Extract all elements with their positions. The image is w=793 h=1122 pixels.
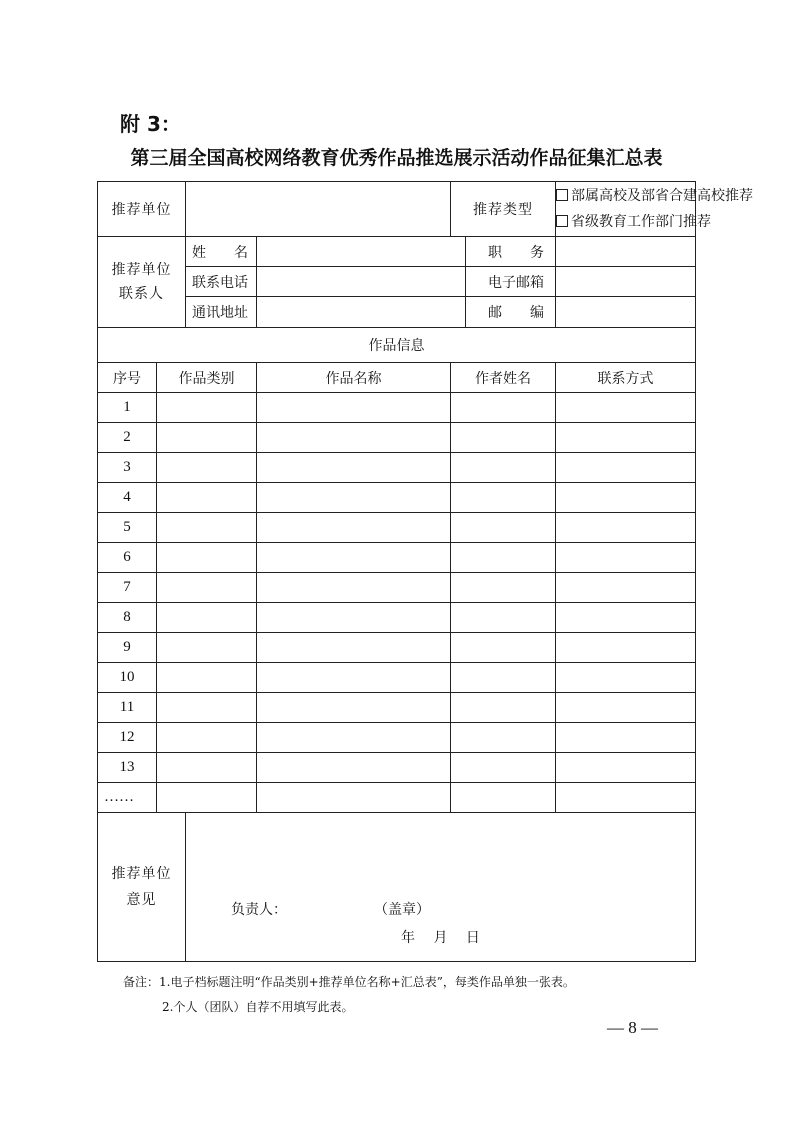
recommending-unit-label: 推荐单位 [98, 182, 186, 237]
name-field[interactable] [257, 237, 466, 267]
author-cell[interactable] [451, 573, 556, 603]
title-cell[interactable] [257, 663, 451, 693]
category-cell[interactable] [157, 633, 257, 663]
contact-cell[interactable] [556, 483, 696, 513]
author-cell[interactable] [451, 663, 556, 693]
row-index: 7 [98, 573, 157, 603]
contact-person-label: 推荐单位 联系人 [98, 237, 186, 328]
table-row [98, 753, 696, 783]
row-index: 3 [98, 453, 157, 483]
checkbox-icon[interactable] [556, 189, 568, 201]
contact-cell[interactable] [556, 693, 696, 723]
author-cell[interactable] [451, 453, 556, 483]
contact-cell[interactable] [556, 783, 696, 813]
col-author-header: 作者姓名 [451, 363, 556, 393]
category-cell[interactable] [157, 573, 257, 603]
category-cell[interactable] [157, 663, 257, 693]
column-header-row [98, 363, 696, 393]
row-index: 8 [98, 603, 157, 633]
author-cell[interactable] [451, 753, 556, 783]
responsible-label: 负责人： [231, 902, 287, 918]
postcode-label: 邮 编 [466, 297, 556, 328]
title-cell[interactable] [257, 483, 451, 513]
title-cell[interactable] [257, 393, 451, 423]
row-index: 4 [98, 483, 157, 513]
contact-cell[interactable] [556, 423, 696, 453]
checkbox-icon[interactable] [556, 215, 568, 227]
table-row [98, 543, 696, 573]
author-cell[interactable] [451, 723, 556, 753]
phone-label: 联系电话 [186, 267, 257, 297]
author-cell[interactable] [451, 693, 556, 723]
email-label: 电子邮箱 [466, 267, 556, 297]
contact-cell[interactable] [556, 663, 696, 693]
contact-cell[interactable] [556, 603, 696, 633]
collection-summary-table [97, 181, 754, 962]
table-row [98, 633, 696, 663]
title-cell[interactable] [257, 513, 451, 543]
option-ministry[interactable]: 部属高校及部省合建高校推荐 [556, 183, 695, 209]
table-row [98, 453, 696, 483]
category-cell[interactable] [157, 483, 257, 513]
date-label: 年 月 日 [401, 930, 480, 946]
row-index: …… [98, 783, 157, 813]
category-cell[interactable] [157, 513, 257, 543]
category-cell[interactable] [157, 423, 257, 453]
contact-cell[interactable] [556, 453, 696, 483]
seal-label: （盖章） [374, 902, 430, 918]
author-cell[interactable] [451, 393, 556, 423]
recommending-unit-field[interactable] [186, 182, 451, 237]
recommend-type-options [556, 182, 754, 237]
contact-cell[interactable] [556, 633, 696, 663]
row-index: 6 [98, 543, 157, 573]
author-cell[interactable] [451, 783, 556, 813]
table-row [98, 783, 696, 813]
row-index: 5 [98, 513, 157, 543]
contact-cell[interactable] [556, 513, 696, 543]
row-index: 13 [98, 753, 157, 783]
author-cell[interactable] [451, 513, 556, 543]
title-cell[interactable] [257, 603, 451, 633]
contact-cell[interactable] [556, 753, 696, 783]
attachment-label: 附 3： [120, 112, 181, 136]
row-index: 1 [98, 393, 157, 423]
table-row [98, 423, 696, 453]
table-row [98, 483, 696, 513]
option-provincial[interactable]: 省级教育工作部门推荐 [556, 209, 695, 235]
phone-field[interactable] [257, 267, 466, 297]
contact-cell[interactable] [556, 723, 696, 753]
row-index: 10 [98, 663, 157, 693]
form-title: 第三届全国高校网络教育优秀作品推选展示活动作品征集汇总表 [130, 147, 663, 169]
postcode-field[interactable] [556, 297, 696, 328]
opinion-label: 推荐单位 意见 [98, 813, 186, 962]
position-field[interactable] [556, 237, 696, 267]
email-field[interactable] [556, 267, 696, 297]
contact-cell[interactable] [556, 543, 696, 573]
category-cell[interactable] [157, 603, 257, 633]
col-category-header: 作品类别 [157, 363, 257, 393]
recommend-type-label: 推荐类型 [451, 182, 556, 237]
author-cell[interactable] [451, 423, 556, 453]
row-index: 2 [98, 423, 157, 453]
title-cell[interactable] [257, 783, 451, 813]
address-field[interactable] [257, 297, 466, 328]
title-cell[interactable] [257, 693, 451, 723]
address-label: 通讯地址 [186, 297, 257, 328]
note-1: 备注：1.电子档标题注明“作品类别+推荐单位名称+汇总表”，每类作品单独一张表。 [123, 975, 575, 989]
author-cell[interactable] [451, 603, 556, 633]
table-row [98, 573, 696, 603]
contact-cell[interactable] [556, 573, 696, 603]
contact-cell[interactable] [556, 393, 696, 423]
page-number: — 8 — [607, 1018, 658, 1037]
category-cell[interactable] [157, 453, 257, 483]
author-cell[interactable] [451, 483, 556, 513]
name-label: 姓 名 [186, 237, 257, 267]
title-cell[interactable] [257, 723, 451, 753]
category-cell[interactable] [157, 723, 257, 753]
author-cell[interactable] [451, 633, 556, 663]
table-row [98, 513, 696, 543]
title-cell[interactable] [257, 423, 451, 453]
title-cell[interactable] [257, 543, 451, 573]
opinion-field[interactable] [186, 813, 696, 962]
col-title-header: 作品名称 [257, 363, 451, 393]
title-cell[interactable] [257, 453, 451, 483]
table-row [98, 723, 696, 753]
table-row [98, 603, 696, 633]
row-index: 11 [98, 693, 157, 723]
col-contact-header: 联系方式 [556, 363, 696, 393]
table-row [98, 663, 696, 693]
title-cell[interactable] [257, 573, 451, 603]
table-row [98, 693, 696, 723]
col-index-header: 序号 [98, 363, 157, 393]
title-cell[interactable] [257, 633, 451, 663]
works-info-label: 作品信息 [98, 328, 696, 363]
note-2: 2.个人（团队）自荐不用填写此表。 [162, 1000, 354, 1014]
row-index: 9 [98, 633, 157, 663]
category-cell[interactable] [157, 543, 257, 573]
title-cell[interactable] [257, 753, 451, 783]
category-cell[interactable] [157, 783, 257, 813]
category-cell[interactable] [157, 693, 257, 723]
position-label: 职 务 [466, 237, 556, 267]
category-cell[interactable] [157, 393, 257, 423]
table-row [98, 393, 696, 423]
author-cell[interactable] [451, 543, 556, 573]
row-index: 12 [98, 723, 157, 753]
category-cell[interactable] [157, 753, 257, 783]
